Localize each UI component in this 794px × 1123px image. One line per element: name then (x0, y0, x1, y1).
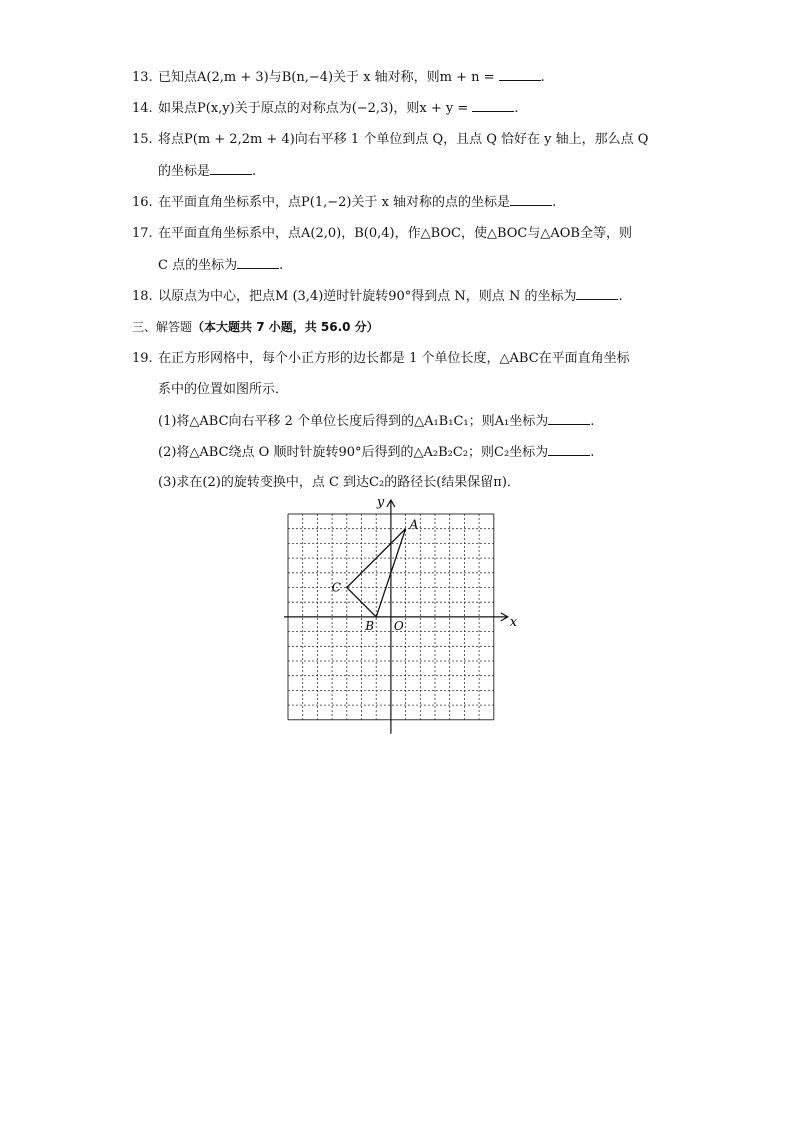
answer-blank (472, 99, 514, 112)
period: . (514, 101, 519, 116)
answer-blank (548, 443, 590, 456)
question-15 (132, 131, 648, 149)
period: . (590, 445, 595, 460)
question-text: C 点的坐标为 (158, 258, 238, 273)
question-14 (132, 99, 519, 118)
answer-blank (510, 193, 552, 206)
question-text: (1)将△ABC向右平移 2 个单位长度后得到的△A₁B₁C₁；则A₁坐标为 (158, 414, 549, 429)
answer-blank (210, 162, 252, 175)
coordinate-grid-figure (280, 492, 520, 737)
question-19 (132, 350, 630, 368)
question-number: 19. (132, 351, 153, 366)
answer-blank (499, 68, 541, 81)
period: . (279, 258, 284, 273)
period: . (540, 70, 545, 85)
answer-blank (237, 256, 279, 269)
question-number: 17. (132, 226, 153, 241)
question-15-cont (158, 162, 256, 181)
question-19-cont (158, 381, 288, 399)
question-text: 已知点A(2,m + 3)与B(n,−4)关于 x 轴对称，则m + n = (158, 70, 499, 85)
question-19-part-3 (158, 474, 520, 492)
question-18 (132, 287, 623, 306)
question-text: 以原点为中心，把点M (3,4)逆时针旋转90°得到点 N，则点 N 的坐标为 (158, 289, 577, 304)
question-17 (132, 225, 632, 243)
question-number: 13. (132, 70, 153, 85)
question-19-part-2 (158, 443, 594, 462)
y-axis-label: y (376, 495, 385, 510)
question-text: 系中的位置如图所示． (158, 382, 289, 397)
answer-blank (576, 287, 618, 300)
question-number: 15. (132, 132, 153, 147)
question-text: 在平面直角坐标系中，点A(2,0)，B(0,4)，作△BOC，使△BOC与△AOB全等，则 (158, 226, 632, 241)
question-16 (132, 193, 556, 212)
question-text: 的坐标是 (158, 164, 211, 179)
point-label-c: C (331, 580, 341, 595)
answer-blank (548, 412, 590, 425)
question-number: 18. (132, 289, 153, 304)
question-13 (132, 68, 545, 87)
period: . (590, 414, 595, 429)
section-info: （本大题共 7 小题，共 56.0 分） (192, 320, 379, 334)
point-label-a: A (409, 517, 419, 532)
period: . (552, 195, 557, 210)
period: . (252, 164, 257, 179)
question-text: 在正方形网格中，每个小正方形的边长都是 1 个单位长度，△ABC在平面直角坐标 (158, 351, 630, 366)
point-label-o: O (393, 618, 404, 633)
question-number: 16. (132, 195, 153, 210)
question-text: 将点P(m + 2,2m + 4)向右平移 1 个单位到点 Q，且点 Q 恰好在 y 轴上，那么点 Q (158, 132, 649, 147)
question-19-part-1 (158, 412, 594, 431)
question-17-cont (158, 256, 283, 275)
period: . (618, 289, 623, 304)
question-text: 在平面直角坐标系中，点P(1,−2)关于 x 轴对称的点的坐标是 (158, 195, 511, 210)
question-text: (3)求在(2)的旋转变换中，点 C 到达C₂的路径长(结果保留π)． (158, 475, 520, 490)
question-text: (2)将△ABC绕点 O 顺时针旋转90°后得到的△A₂B₂C₂；则C₂坐标为 (158, 445, 549, 460)
point-label-b: B (365, 618, 375, 633)
section-heading (132, 318, 379, 336)
x-axis-label: x (509, 614, 518, 630)
section-title: 三、解答题 (132, 320, 193, 334)
question-text: 如果点P(x,y)关于原点的对称点为(−2,3)，则x + y = (158, 101, 473, 116)
question-number: 14. (132, 101, 153, 116)
